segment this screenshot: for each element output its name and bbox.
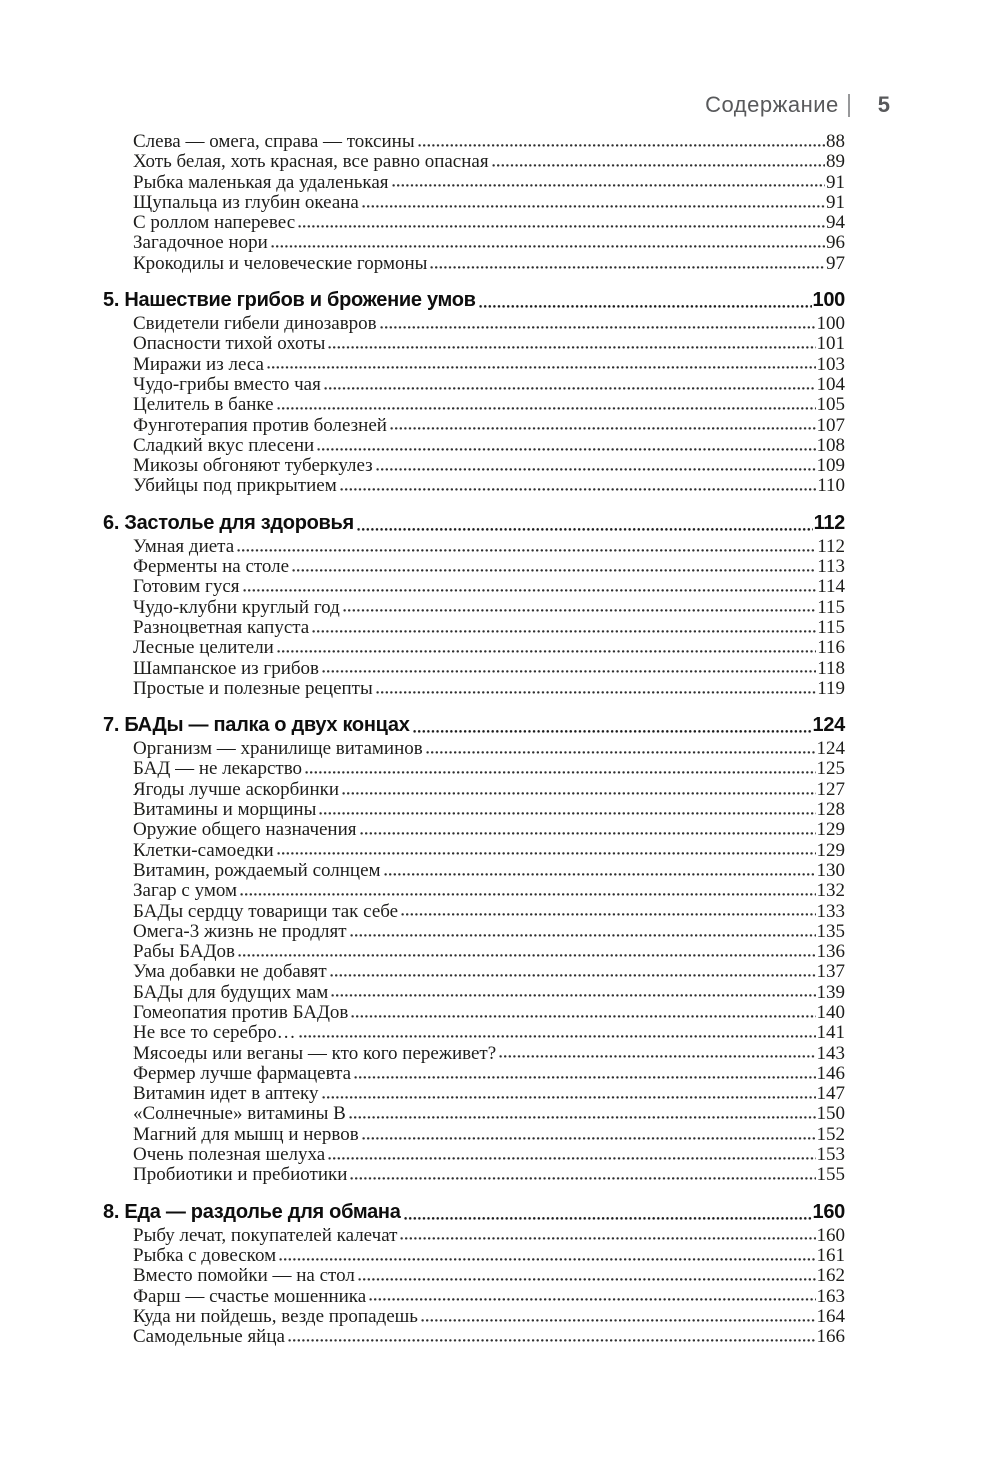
toc-entry-page: 108: [816, 434, 845, 456]
dotted-leader: [418, 143, 825, 148]
dotted-leader: [292, 568, 816, 573]
toc-entry-label: Слева — омега, справа — токсины: [133, 131, 415, 152]
toc-entry-page: 125: [816, 758, 845, 780]
toc-entry-page: 96: [826, 232, 845, 254]
toc-entry: [103, 536, 845, 556]
table-of-contents: [103, 131, 845, 1346]
toc-entry: [103, 1164, 845, 1184]
toc-entry-label: Витамины и морщины: [133, 799, 317, 821]
page-header: [705, 92, 890, 118]
toc-entry-page: 88: [826, 131, 845, 152]
dotted-leader: [342, 791, 815, 796]
dotted-leader: [492, 163, 825, 168]
dotted-leader: [305, 770, 815, 775]
toc-entry-page: 110: [817, 475, 845, 497]
dotted-leader: [279, 1257, 815, 1262]
toc-entry-label: Омега-3 жизнь не продлят: [133, 920, 347, 942]
toc-chapter-heading-label: 7. БАДы — палка о двух концах: [103, 714, 410, 737]
toc-entry-page: 114: [817, 576, 845, 598]
dotted-leader: [421, 1318, 816, 1323]
dotted-leader: [404, 1216, 812, 1221]
dotted-leader: [376, 690, 816, 695]
dotted-leader: [322, 1095, 816, 1100]
toc-entry-page: 135: [816, 920, 845, 942]
dotted-leader: [277, 649, 816, 654]
toc-entry: [103, 941, 845, 961]
toc-entry-page: 163: [816, 1285, 845, 1307]
toc-entry-label: Мясоеды или веганы — кто кого переживет?: [133, 1042, 497, 1064]
toc-entry-page: 113: [817, 556, 845, 578]
toc-entry-label: Фермер лучше фармацевта: [133, 1062, 352, 1084]
toc-chapter-heading: [103, 512, 845, 536]
toc-entry-label: Сладкий вкус плесени: [133, 434, 315, 456]
toc-entry: [103, 576, 845, 596]
toc-entry: [103, 1245, 845, 1265]
toc-entry: [103, 151, 845, 171]
toc-entry-label: Хоть белая, хоть красная, все равно опасная: [133, 151, 489, 173]
toc-entry-page: 104: [816, 373, 845, 395]
toc-entry: [103, 658, 845, 678]
toc-entry-page: 152: [816, 1123, 845, 1145]
toc-entry-page: 112: [817, 535, 845, 557]
dotted-leader: [350, 1176, 815, 1181]
toc-entry: [103, 840, 845, 860]
toc-entry: [103, 880, 845, 900]
toc-chapter-heading-page: 100: [812, 289, 845, 312]
toc-entry-label: Организм — хранилище витаминов: [133, 738, 423, 760]
toc-entry: [103, 1002, 845, 1022]
toc-entry-label: Миражи из леса: [133, 353, 264, 375]
toc-entry: [103, 921, 845, 941]
toc-entry: [103, 901, 845, 921]
toc-entry-page: 146: [816, 1062, 845, 1084]
toc-entry-label: Чудо-клубни круглый год: [133, 596, 340, 618]
toc-entry-label: Рыбка с довеском: [133, 1244, 277, 1266]
dotted-leader: [376, 467, 816, 472]
toc-entry-label: Самодельные яйца: [133, 1326, 285, 1348]
toc-entry-page: 166: [816, 1326, 845, 1348]
dotted-leader: [319, 811, 815, 816]
dotted-leader: [322, 669, 816, 674]
dotted-leader: [430, 265, 825, 270]
page-number: 5: [877, 92, 890, 117]
toc-entry: [103, 1144, 845, 1164]
dotted-leader: [277, 406, 816, 411]
toc-entry-page: 147: [816, 1083, 845, 1105]
toc-entry-label: Пробиотики и пребиотики: [133, 1164, 348, 1186]
toc-chapter-heading-label: 5. Нашествие грибов и брожение умов: [103, 289, 476, 312]
toc-entry-page: 139: [816, 981, 845, 1003]
dotted-leader: [426, 750, 816, 755]
toc-entry: [103, 1022, 845, 1042]
dotted-leader: [380, 325, 816, 330]
toc-entry: [103, 354, 845, 374]
dotted-leader: [413, 729, 812, 734]
dotted-leader: [354, 1075, 815, 1080]
toc-entry: [103, 1306, 845, 1326]
toc-entry-label: Магний для мышц и нервов: [133, 1123, 359, 1145]
dotted-leader: [392, 183, 825, 188]
dotted-leader: [362, 204, 825, 209]
toc-entry: [103, 374, 845, 394]
toc-entry-label: Щупальца из глубин океана: [133, 191, 359, 213]
toc-entry-label: Очень полезная шелуха: [133, 1144, 326, 1166]
toc-entry: [103, 738, 845, 758]
toc-entry-label: Витамин идет в аптеку: [133, 1083, 319, 1105]
toc-entry-page: 136: [816, 941, 845, 963]
toc-entry-page: 97: [826, 252, 845, 274]
toc-entry-page: 130: [816, 859, 845, 881]
toc-entry-label: Рабы БАДов: [133, 941, 235, 963]
toc-entry-label: Гомеопатия против БАДов: [133, 1001, 349, 1023]
header-divider: [848, 94, 850, 117]
toc-entry-page: 103: [816, 353, 845, 375]
toc-entry-page: 94: [826, 212, 845, 234]
toc-entry: [103, 678, 845, 698]
toc-entry-page: 107: [816, 414, 845, 436]
dotted-leader: [358, 1277, 816, 1282]
dotted-leader: [288, 1338, 816, 1343]
toc-entry-label: Рыбка маленькая да удаленькая: [133, 171, 389, 193]
toc-entry-label: С роллом наперевес: [133, 212, 296, 234]
dotted-leader: [331, 993, 815, 998]
dotted-leader: [499, 1054, 815, 1059]
dotted-leader: [401, 912, 815, 917]
toc-entry-label: Куда ни пойдешь, везде пропадешь: [133, 1305, 418, 1327]
dotted-leader: [384, 872, 816, 877]
toc-entry: [103, 556, 845, 576]
toc-entry: [103, 1265, 845, 1285]
toc-entry-label: Лесные целители: [133, 637, 274, 659]
toc-entry-page: 101: [816, 333, 845, 355]
toc-entry-label: Опасности тихой охоты: [133, 333, 326, 355]
toc-entry-page: 116: [817, 637, 845, 659]
toc-entry-label: Убийцы под прикрытием: [133, 475, 337, 497]
dotted-leader: [238, 953, 816, 958]
toc-entry-page: 129: [816, 839, 845, 861]
toc-entry: [103, 1326, 845, 1346]
toc-entry: [103, 1043, 845, 1063]
toc-entry: [103, 192, 845, 212]
toc-entry-label: Чудо-грибы вместо чая: [133, 373, 321, 395]
toc-entry-label: БАД — не лекарство: [133, 758, 303, 780]
dotted-leader: [349, 1115, 816, 1120]
dotted-leader: [340, 487, 816, 492]
toc-entry: [103, 597, 845, 617]
toc-chapter-heading-page: 160: [812, 1200, 845, 1223]
toc-entry: [103, 333, 845, 353]
toc-entry: [103, 982, 845, 1002]
dotted-leader: [360, 831, 816, 836]
dotted-leader: [328, 1156, 815, 1161]
toc-chapter-heading: [103, 714, 845, 738]
toc-entry-label: Вместо помойки — на стол: [133, 1265, 355, 1287]
toc-entry-page: 105: [816, 394, 845, 416]
toc-entry-label: Готовим гуся: [133, 576, 240, 598]
toc-entry: [103, 475, 845, 495]
dotted-leader: [328, 345, 815, 350]
toc-entry-label: Загар с умом: [133, 880, 238, 902]
dotted-leader: [479, 304, 812, 309]
toc-entry-label: Разноцветная капуста: [133, 616, 310, 638]
dotted-leader: [362, 1136, 816, 1141]
toc-entry-page: 115: [817, 616, 845, 638]
toc-entry-page: 137: [816, 961, 845, 983]
toc-entry-page: 127: [816, 778, 845, 800]
dotted-leader: [357, 527, 813, 532]
toc-entry-label: Оружие общего назначения: [133, 819, 357, 841]
toc-entry-page: 160: [816, 1224, 845, 1246]
toc-entry: [103, 253, 845, 273]
toc-entry-label: Целитель в банке: [133, 394, 274, 416]
toc-entry-label: БАДы сердцу товарищи так себе: [133, 900, 399, 922]
toc-entry: [103, 394, 845, 414]
toc-entry-page: 162: [816, 1265, 845, 1287]
page-title: Содержание: [705, 92, 839, 117]
toc-chapter-heading-page: 112: [813, 511, 845, 534]
toc-entry: [103, 232, 845, 252]
dotted-leader: [267, 365, 816, 370]
dotted-leader: [271, 244, 825, 249]
toc-entry: [103, 1083, 845, 1103]
dotted-leader: [317, 447, 815, 452]
toc-entry-label: Микозы обгоняют туберкулез: [133, 455, 373, 477]
toc-entry-page: 128: [816, 799, 845, 821]
toc-entry-label: Фунготерапия против болезней: [133, 414, 387, 436]
toc-entry-page: 141: [816, 1022, 845, 1044]
toc-entry-page: 124: [816, 738, 845, 760]
toc-entry: [103, 1286, 845, 1306]
dotted-leader: [390, 426, 816, 431]
toc-entry-page: 164: [816, 1305, 845, 1327]
toc-entry-label: Ферменты на столе: [133, 556, 290, 578]
dotted-leader: [351, 1014, 815, 1019]
toc-entry-page: 89: [826, 151, 845, 173]
dotted-leader: [299, 1034, 816, 1039]
toc-entry: [103, 172, 845, 192]
toc-entry-page: 133: [816, 900, 845, 922]
toc-entry: [103, 819, 845, 839]
dotted-leader: [330, 973, 816, 978]
dotted-leader: [237, 548, 816, 553]
toc-entry-page: 132: [816, 880, 845, 902]
toc-entry-label: Умная диета: [133, 535, 235, 557]
toc-chapter-heading: [103, 1201, 845, 1225]
toc-entry-page: 153: [816, 1144, 845, 1166]
toc-entry-label: Шампанское из грибов: [133, 657, 320, 679]
toc-entry-page: 109: [816, 455, 845, 477]
toc-entry-page: 115: [817, 596, 845, 618]
dotted-leader: [240, 892, 815, 897]
toc-entry-label: Свидетели гибели динозавров: [133, 313, 377, 335]
toc-entry-page: 118: [817, 657, 845, 679]
toc-chapter-heading-label: 8. Еда — раздолье для обмана: [103, 1200, 401, 1223]
toc-entry: [103, 415, 845, 435]
toc-entry: [103, 1225, 845, 1245]
dotted-leader: [312, 629, 816, 634]
toc-entry-label: «Солнечные» витамины В: [133, 1103, 346, 1125]
toc-entry: [103, 1124, 845, 1144]
toc-entry: [103, 637, 845, 657]
toc-entry: [103, 758, 845, 778]
toc-entry: [103, 435, 845, 455]
dotted-leader: [343, 608, 816, 613]
toc-entry: [103, 1063, 845, 1083]
toc-entry-label: Крокодилы и человеческие гормоны: [133, 252, 428, 274]
toc-entry-page: 161: [816, 1244, 845, 1266]
toc-entry-label: Рыбу лечат, покупателей калечат: [133, 1224, 398, 1246]
dotted-leader: [369, 1297, 815, 1302]
toc-entry-page: 129: [816, 819, 845, 841]
toc-entry-page: 155: [816, 1164, 845, 1186]
toc-chapter-heading-page: 124: [812, 714, 845, 737]
toc-chapter-heading: [103, 289, 845, 313]
dotted-leader: [324, 386, 816, 391]
toc-entry-label: Ягоды лучше аскорбинки: [133, 778, 340, 800]
toc-entry-label: БАДы для будущих мам: [133, 981, 329, 1003]
toc-entry-label: Не все то серебро…: [133, 1022, 296, 1044]
toc-entry-page: 91: [826, 191, 845, 213]
toc-entry: [103, 779, 845, 799]
toc-entry-label: Клетки-самоедки: [133, 839, 274, 861]
toc-entry-page: 140: [816, 1001, 845, 1023]
toc-entry: [103, 860, 845, 880]
toc-entry: [103, 313, 845, 333]
toc-entry-label: Фарш — счастье мошенника: [133, 1285, 367, 1307]
dotted-leader: [350, 933, 816, 938]
toc-entry: [103, 212, 845, 232]
dotted-leader: [277, 851, 816, 856]
toc-entry: [103, 1103, 845, 1123]
toc-entry-label: Простые и полезные рецепты: [133, 677, 373, 699]
toc-entry: [103, 961, 845, 981]
dotted-leader: [243, 588, 817, 593]
toc-entry-page: 143: [816, 1042, 845, 1064]
toc-chapter-heading-label: 6. Застолье для здоровья: [103, 511, 354, 534]
toc-entry-label: Витамин, рождаемый солнцем: [133, 859, 381, 881]
toc-entry: [103, 799, 845, 819]
toc-entry-page: 91: [826, 171, 845, 193]
toc-entry-label: Ума добавки не добавят: [133, 961, 327, 983]
toc-entry-page: 150: [816, 1103, 845, 1125]
toc-entry-page: 119: [817, 677, 845, 699]
toc-entry: [103, 617, 845, 637]
dotted-leader: [298, 224, 825, 229]
toc-entry-label: Загадочное нори: [133, 232, 268, 254]
toc-entry: [103, 131, 845, 151]
toc-entry-page: 100: [816, 313, 845, 335]
dotted-leader: [400, 1236, 815, 1241]
toc-entry: [103, 455, 845, 475]
